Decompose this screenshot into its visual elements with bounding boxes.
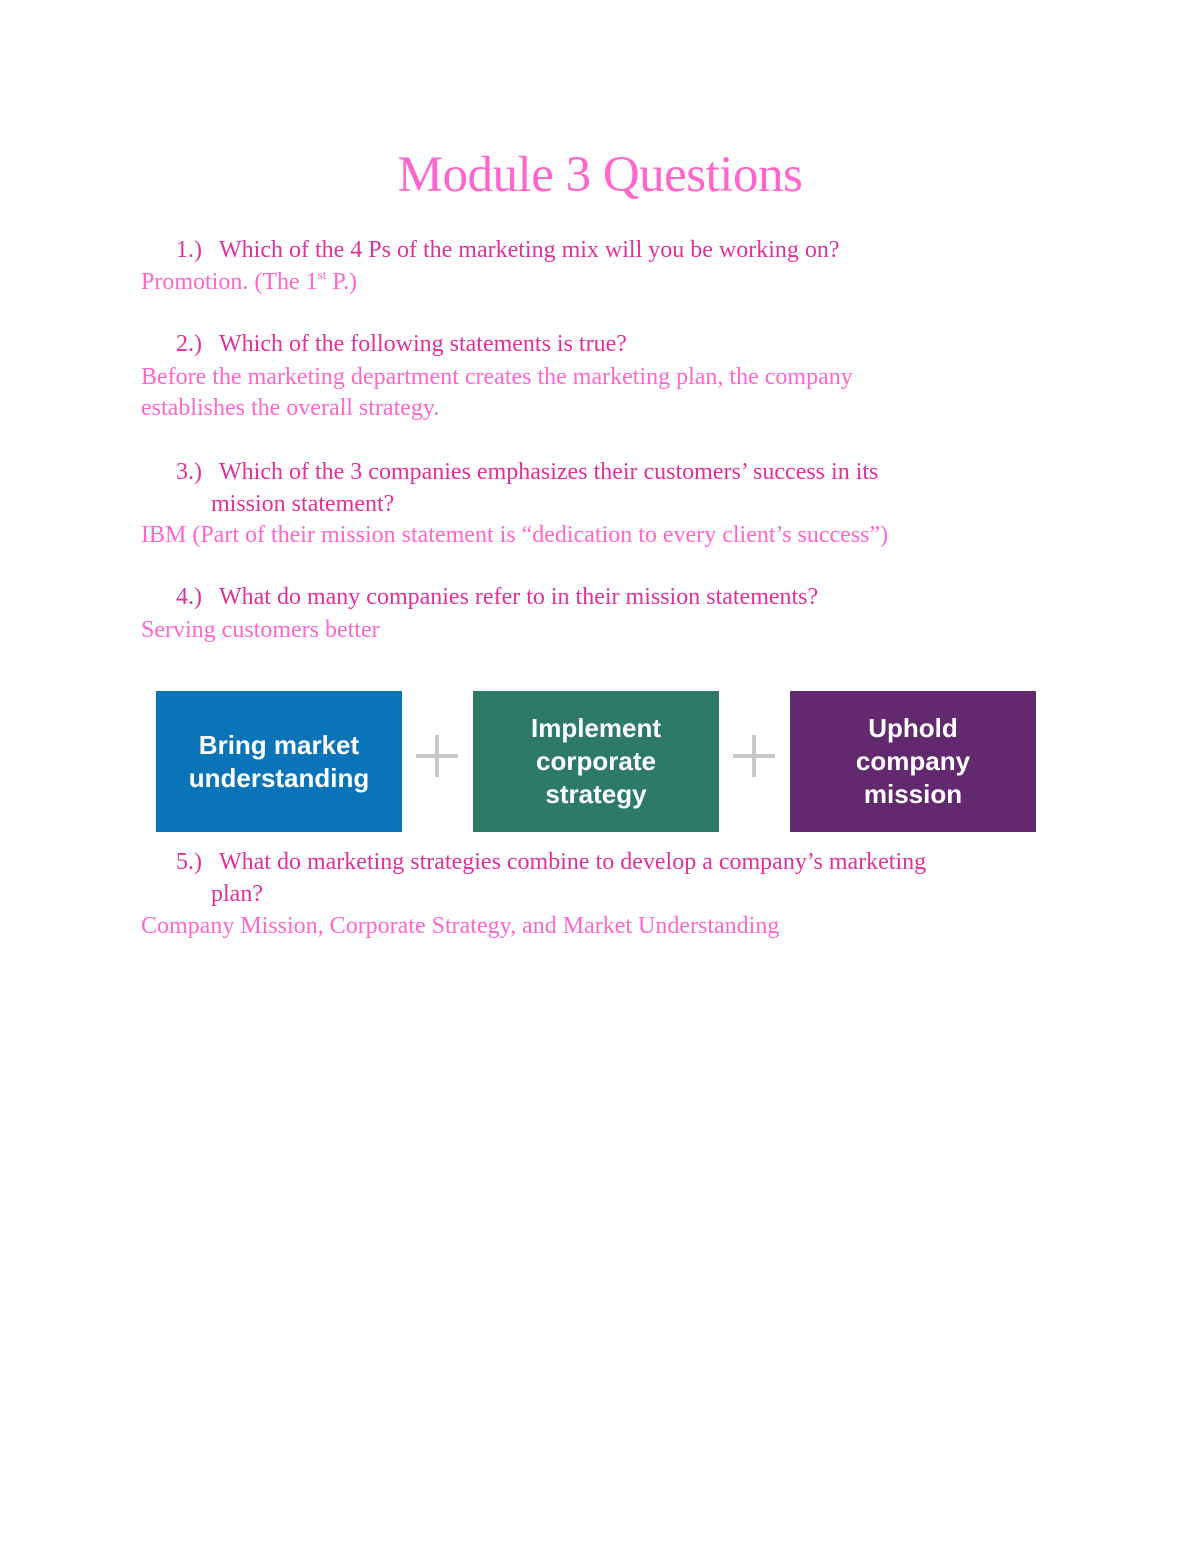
box-line: Bring market <box>198 729 360 760</box>
box-line: company <box>855 746 971 776</box>
marketing-plan-diagram <box>156 691 1036 832</box>
company-mission-box <box>790 691 1036 832</box>
plus-icon <box>729 731 779 781</box>
question-text: Which of the 4 Ps of the marketing mix will you be working on? <box>219 237 840 263</box>
answer-2 <box>141 362 853 424</box>
question-number: 3.) <box>176 459 202 485</box>
question-number: 5.) <box>176 849 202 875</box>
question-text-continued: mission statement? <box>211 491 395 517</box>
question-number: 1.) <box>176 237 202 263</box>
plus-icon <box>412 731 462 781</box>
question-5 <box>176 846 926 910</box>
question-text: What do marketing strategies combine to develop a company’s marketing <box>219 849 927 875</box>
box-line: corporate <box>536 746 656 776</box>
answer-line: Before the marketing department creates the marketing plan, the company <box>141 364 853 390</box>
answer-1 <box>141 267 357 298</box>
answer-text: Promotion. (The 1 <box>141 269 318 295</box>
answer-text-end: P.) <box>326 269 358 295</box>
corporate-strategy-box <box>473 691 719 832</box>
question-number: 4.) <box>176 584 202 610</box>
box-line: understanding <box>188 762 370 793</box>
answer-line: establishes the overall strategy. <box>141 395 440 421</box>
question-3 <box>176 456 878 520</box>
answer-5: Company Mission, Corporate Strategy, and Market Understanding <box>141 913 780 939</box>
box-line: Uphold <box>868 713 958 743</box>
box-line: Implement <box>530 713 662 743</box>
question-text-continued: plan? <box>211 881 263 907</box>
box-line: strategy <box>545 779 647 809</box>
market-understanding-box <box>156 691 402 832</box>
question-text: Which of the following statements is true? <box>219 331 627 357</box>
question-number: 2.) <box>176 331 202 357</box>
box-line: mission <box>863 779 963 809</box>
answer-superscript: st <box>317 267 327 282</box>
question-1 <box>176 234 840 266</box>
question-2 <box>176 328 627 360</box>
question-4 <box>176 581 818 613</box>
question-text: What do many companies refer to in their mission statements? <box>219 584 819 610</box>
page-title: Module 3 Questions <box>397 147 803 203</box>
answer-3: IBM (Part of their mission statement is “dedication to every client’s success”) <box>141 522 889 548</box>
answer-4: Serving customers better <box>141 617 380 643</box>
question-text: Which of the 3 companies emphasizes their customers’ success in its <box>219 459 879 485</box>
